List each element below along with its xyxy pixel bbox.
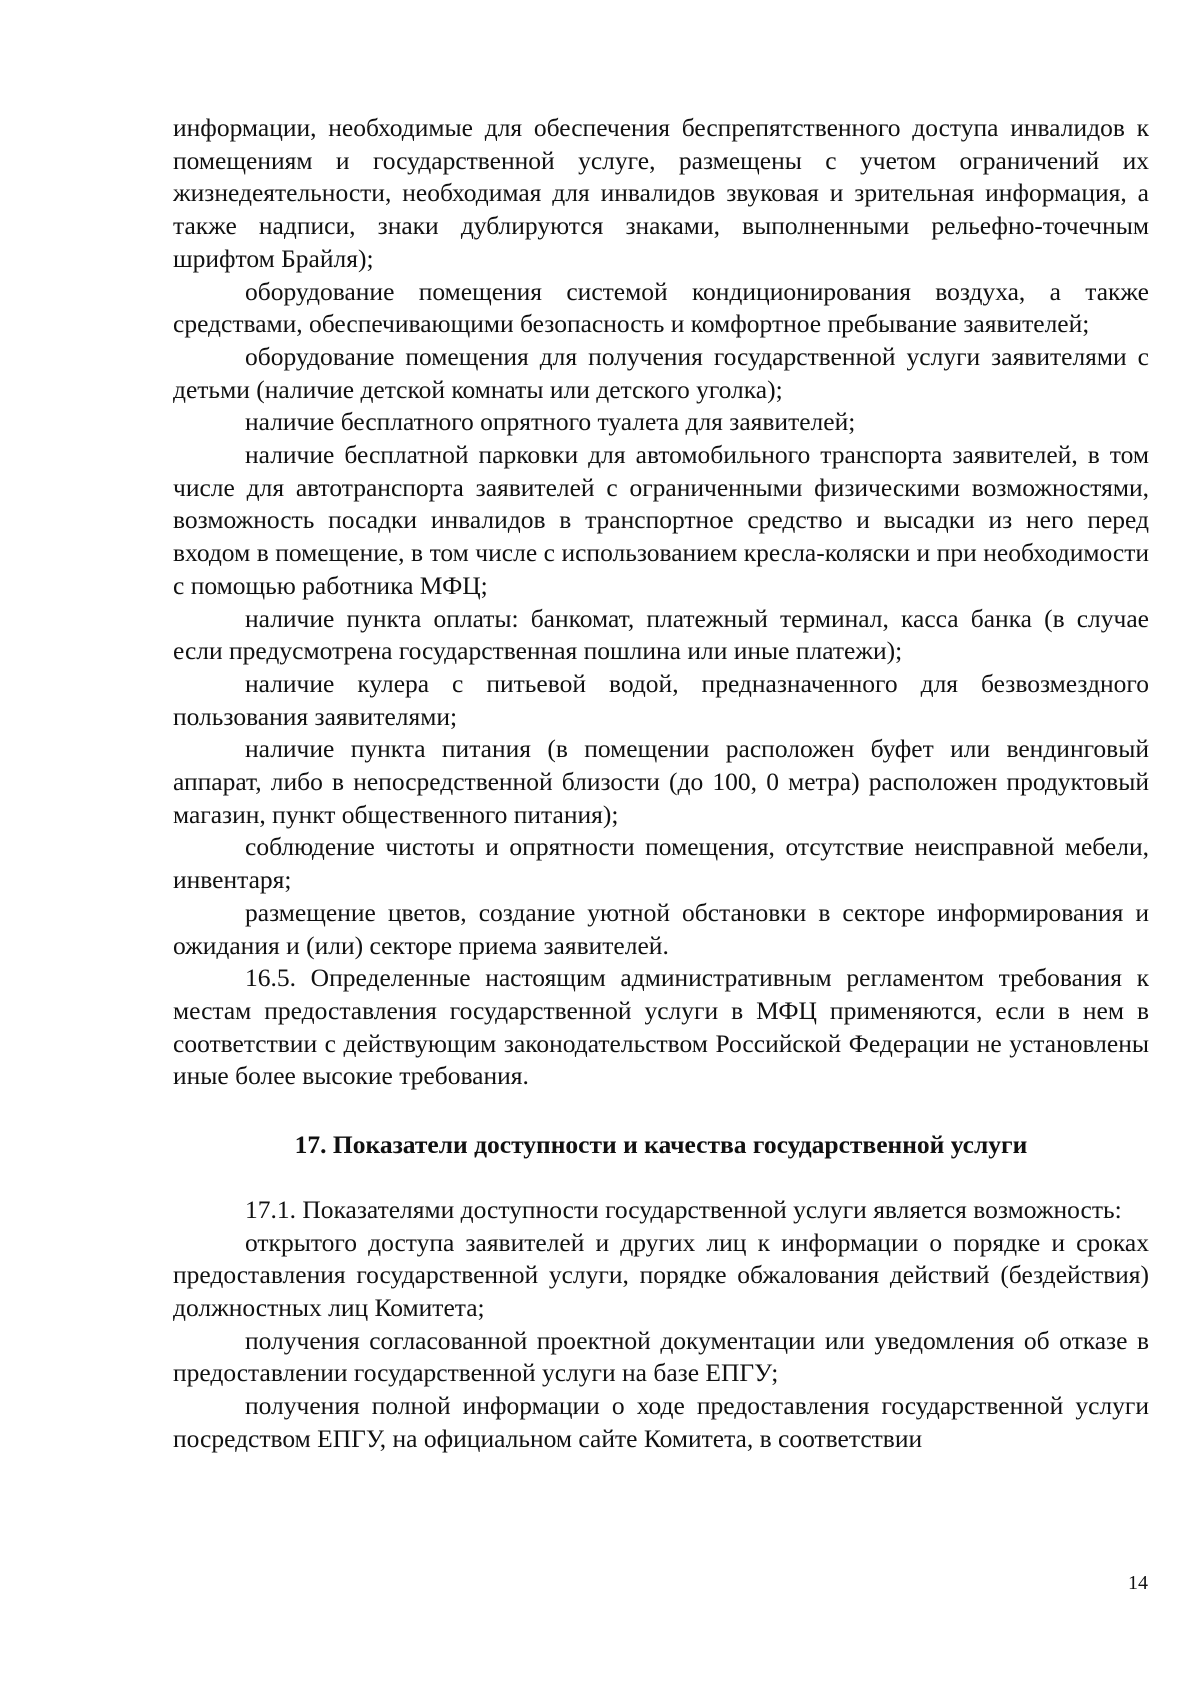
paragraph: 17.1. Показателями доступности государственной услуги является возможность: [245,1194,1122,1224]
page-number: 14 [1128,1572,1148,1594]
paragraphs-after [173,1194,1149,1456]
paragraph: наличие бесплатного опрятного туалета для заявителей; [245,407,856,437]
paragraph: размещение цветов, создание уютной обстановки в секторе информирования и ожидания и (или) секторе приема заявителей. [173,897,1149,960]
paragraph: наличие бесплатной парковки для автомобильного транспорта заявителей, в том числе для автотранспорта заявителей с ограниченными физическими возможностями, возможность посадки инвалидов в транспортное средство и высадки из него перед входом в помещение, в том числе с использованием кресла-коляски и при необходимости с помощью работника МФЦ; [173,440,1149,600]
paragraph: информации, необходимые для обеспечения беспрепятственного доступа инвалидов к помещениям и государственной услуге, размещены с учетом ограничений их жизнедеятельности, необходимая для инвалидов звуковая и зрительная информация, а также надписи, знаки дублируются знаками, выполненными рельефно-точечным шрифтом Брайля); [173,113,1149,273]
paragraph: 16.5. Определенные настоящим административным регламентом требования к местам предоставления государственной услуги в МФЦ применяются, если в нем в соответствии с действующим законодательством Российской Федерации не установлены иные более высокие требования. [173,963,1149,1091]
paragraph: оборудование помещения системой кондиционирования воздуха, а также средствами, обеспечивающими безопасность и комфортное пребывание заявителей; [173,276,1149,339]
paragraphs-before [173,112,1149,1093]
paragraph: наличие кулера с питьевой водой, предназначенного для безвозмездного пользования заявителями; [173,668,1149,731]
paragraph: наличие пункта питания (в помещении расположен буфет или вендинговый аппарат, либо в непосредственной близости (до 100, 0 метра) расположен продуктовый магазин, пункт общественного питания); [173,734,1149,829]
paragraph: открытого доступа заявителей и других лиц к информации о порядке и сроках предоставления государственной услуги, порядке обжалования действий (бездействия) должностных лиц Комитета; [173,1227,1149,1322]
document-page [173,112,1149,1455]
section-heading: 17. Показатели доступности и качества государственной услуги [294,1130,1028,1160]
paragraph: наличие пункта оплаты: банкомат, платежный терминал, касса банка (в случае если предусмотрена государственная пошлина или иные платежи); [173,603,1149,666]
paragraph: получения полной информации о ходе предоставления государственной услуги посредством ЕПГУ, на официальном сайте Комитета, в соответствии [173,1391,1149,1453]
paragraph: оборудование помещения для получения государственной услуги заявителями с детьми (наличие детской комнаты или детского уголка); [173,341,1149,404]
paragraph: получения согласованной проектной документации или уведомления об отказе в предоставлении государственной услуги на базе ЕПГУ; [173,1325,1149,1388]
paragraph: соблюдение чистоты и опрятности помещения, отсутствие неисправной мебели, инвентаря; [173,832,1149,895]
